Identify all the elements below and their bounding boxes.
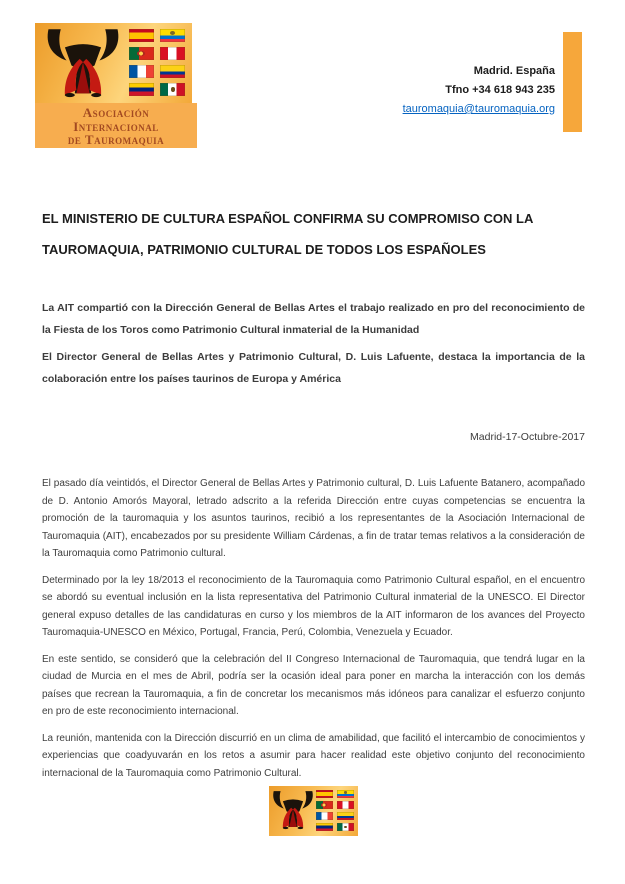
footer-logo bbox=[269, 786, 358, 836]
subheadline-1: La AIT compartió con la Dirección General de Bellas Artes el trabajo realizado en pro del reconocimiento de la Fiesta de los Toros como Patrimonio Cultural inmaterial de la Humanidad bbox=[42, 302, 585, 336]
org-name-line: de Tauromaquia bbox=[67, 132, 165, 147]
contact-email-link[interactable]: tauromaquia@tauromaquia.org bbox=[402, 103, 555, 115]
dateline: Madrid-17-Octubre-2017 bbox=[470, 431, 585, 443]
mexico-flag-icon bbox=[337, 823, 354, 831]
org-name-line: Internacional bbox=[73, 118, 159, 134]
org-name-line: Asociación bbox=[82, 105, 150, 120]
colombia-flag-icon bbox=[337, 812, 354, 820]
spain-flag-icon bbox=[316, 790, 333, 798]
france-flag-icon bbox=[316, 812, 333, 820]
body-paragraph: La reunión, mantenida con la Dirección discurrió en un clima de amabilidad, que facilitó el intercambio de conocimientos y experiencias que coadyuvarán en los retos a asumir para hacer realidad este objetivo conjunto del reconocimiento internacional de la Tauromaquia como Patrimonio Cultural. bbox=[42, 732, 585, 779]
headline: EL MINISTERIO DE CULTURA ESPAÑOL CONFIRMA SU COMPROMISO CON LA TAUROMAQUIA, PATRIMONIO CULTURAL DE TODOS LOS ESPAÑOLES bbox=[42, 211, 533, 257]
body-paragraph: Determinado por la ley 18/2013 el reconocimiento de la Tauromaquia como Patrimonio Cultural español, en el encuentro se abordó su eventual inclusión en la lista representativa del Patrimonio Cultural inmaterial de la UNESCO. El Director general expuso detalles de las candidaturas en curso y los miembros de la AIT informaron de los avances del Proyecto Tauromaquia-UNESCO en México, Portugal, Francia, Perú, Colombia, Venezuela y Ecuador. bbox=[42, 574, 585, 638]
body-paragraph: El pasado día veintidós, el Director General de Bellas Artes y Patrimonio cultural, D. Luis Lafuente Batanero, acompañado de D. Antonio Amorós Mayoral, letrado adscrito a la referida Dirección entre cuyas competencias se encuentra la promoción de la tauromaquia y los asuntos taurinos, recibió a los representantes de la Asociación Internacional de Tauromaquia (AIT), encabezados por su presidente William Cárdenas, a fin de tratar temas relativos a la consideración de la Tauromaquia como Patrimonio cultural. bbox=[42, 478, 585, 559]
ecuador-flag-icon bbox=[337, 790, 354, 798]
flags-grid bbox=[316, 790, 354, 831]
venezuela-flag-icon bbox=[316, 823, 333, 831]
peru-flag-icon bbox=[337, 801, 354, 809]
portugal-flag-icon bbox=[316, 801, 333, 809]
body-paragraph: En este sentido, se consideró que la celebración del II Congreso Internacional de Tauromaquia, que tendrá lugar en la ciudad de Murcia en el mes de Abril, podría ser la ocasión ideal para poner en marcha la interacción con los demás países que recrean la Tauromaquia, a fin de concretar los mecanismos más idóneos para canalizar el esfuerzo conjunto en pro de este reconocimiento internacional. bbox=[42, 653, 585, 717]
contact-location: Madrid. España bbox=[473, 65, 555, 77]
bull-icon bbox=[270, 788, 316, 832]
document-content bbox=[42, 0, 585, 836]
subheadline-2: El Director General de Bellas Artes y Patrimonio Cultural, D. Luis Lafuente, destaca la importancia de la colaboración entre los países taurinos de Europa y América bbox=[42, 351, 585, 385]
contact-phone: Tfno +34 618 943 235 bbox=[445, 84, 555, 96]
